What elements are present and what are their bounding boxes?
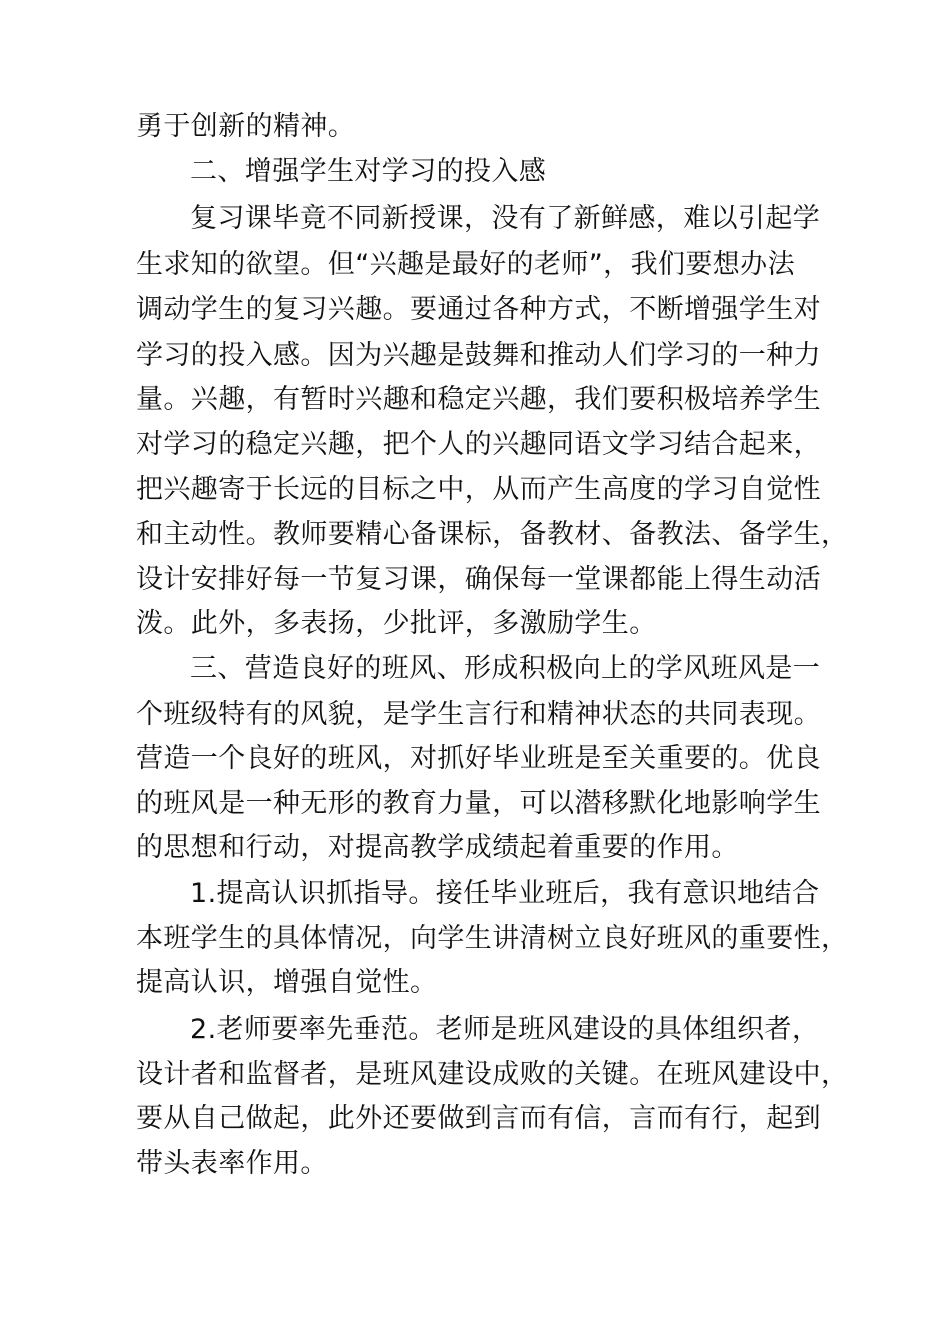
text-line: 泼。此外，多表扬，少批评，多激励学生。 <box>136 608 657 639</box>
list-item-heading: 2.老师要率先垂范。老师是班风建设的具体组织者， <box>190 1014 820 1045</box>
text-line: 复习课毕竟不同新授课，没有了新鲜感，难以引起学 <box>190 203 821 234</box>
text-line: 把兴趣寄于长远的目标之中，从而产生高度的学习自觉性 <box>136 474 821 505</box>
section-heading: 三、营造良好的班风、形成积极向上的学风班风是一 <box>190 653 821 684</box>
text-line: 要从自己做起，此外还要做到言而有信，言而有行，起到 <box>136 1103 821 1134</box>
text-line: 营造一个良好的班风，对抓好毕业班是至关重要的。优良 <box>136 743 821 774</box>
text-line: 设计安排好每一节复习课，确保每一堂课都能上得生动活 <box>136 564 821 595</box>
text-line: 学习的投入感。因为兴趣是鼓舞和推动人们学习的一种力 <box>136 340 821 371</box>
text-line: 调动学生的复习兴趣。要通过各种方式，不断增强学生对 <box>136 294 821 325</box>
text-line: 提高认识，增强自觉性。 <box>136 967 438 998</box>
list-item-heading: 1.提高认识抓指导。接任毕业班后，我有意识地结合 <box>190 878 820 909</box>
text-line: 的思想和行动，对提高教学成绩起着重要的作用。 <box>136 832 739 863</box>
section-heading: 二、增强学生对学习的投入感 <box>190 156 547 187</box>
text-line: 生求知的欲望。但“兴趣是最好的老师”，我们要想办法 <box>136 249 795 280</box>
text-line: 个班级特有的风貌，是学生言行和精神状态的共同表现。 <box>136 699 821 730</box>
text-line: 和主动性。教师要精心备课标，备教材、备教法、备学生， <box>136 519 849 550</box>
text-line: 带头表率作用。 <box>136 1148 328 1179</box>
text-line: 的班风是一种无形的教育力量，可以潜移默化地影响学生 <box>136 788 821 819</box>
text-line: 对学习的稳定兴趣，把个人的兴趣同语文学习结合起来， <box>136 429 821 460</box>
text-line: 量。兴趣，有暂时兴趣和稳定兴趣，我们要积极培养学生 <box>136 384 821 415</box>
text-line: 勇于创新的精神。 <box>136 111 356 142</box>
text-line: 本班学生的具体情况，向学生讲清树立良好班风的重要性， <box>136 923 849 954</box>
text-line: 设计者和监督者，是班风建设成败的关键。在班风建设中， <box>136 1059 849 1090</box>
